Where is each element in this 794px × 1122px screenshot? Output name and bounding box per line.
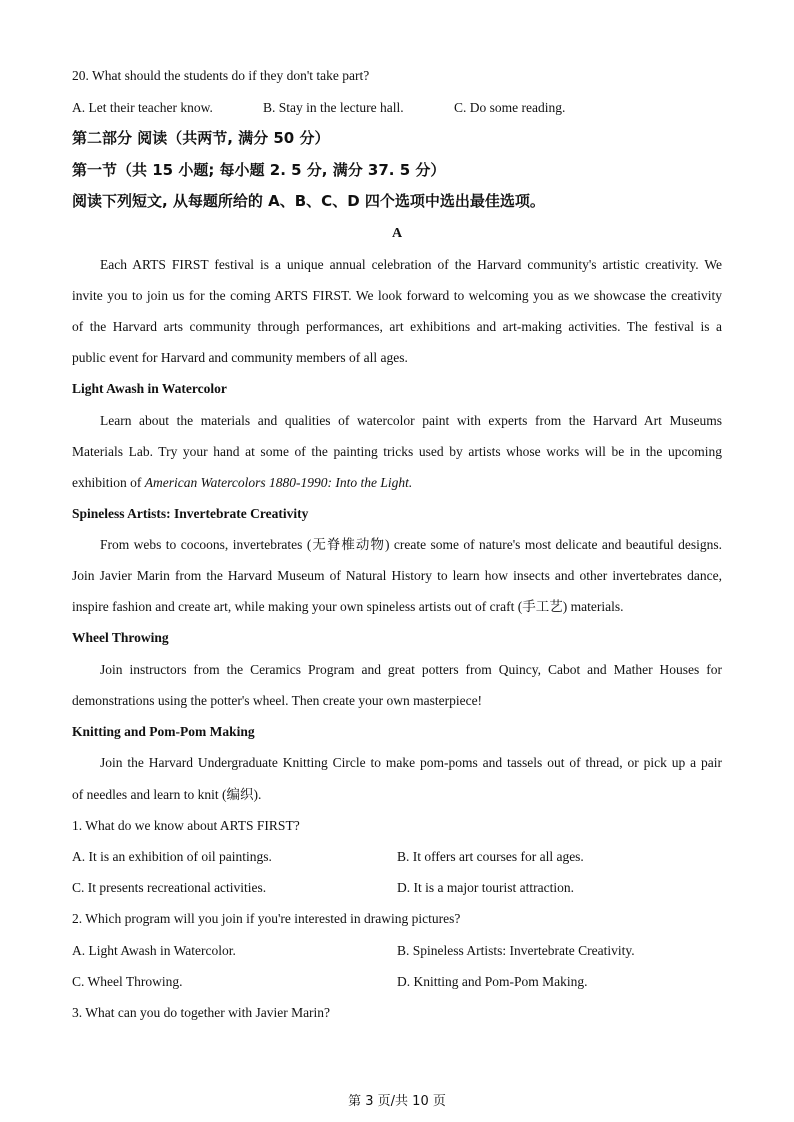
question-2-option-a: A. Light Awash in Watercolor. bbox=[72, 943, 236, 958]
watercolor-line-1: Learn about the materials and qualities of watercolor paint with experts from the Harvard Art Museums bbox=[100, 413, 722, 428]
passage-label: A bbox=[391, 226, 403, 241]
watercolor-line-3 bbox=[72, 475, 722, 491]
question-3-stem: 3. What can you do together with Javier Marin? bbox=[72, 1005, 331, 1020]
question-1-option-d: D. It is a major tourist attraction. bbox=[397, 880, 574, 895]
question-1-option-a: A. It is an exhibition of oil paintings. bbox=[72, 849, 272, 864]
question-2-option-b: B. Spineless Artists: Invertebrate Creativity. bbox=[397, 943, 635, 958]
watercolor-line-2: Materials Lab. Try your hand at some of the painting tricks used by artists whose works will be in the upcoming bbox=[72, 444, 722, 459]
page-footer: 第 3 页/共 10 页 bbox=[348, 1094, 446, 1109]
question-1-option-b: B. It offers art courses for all ages. bbox=[397, 849, 584, 864]
spineless-line-2: Join Javier Marin from the Harvard Museum of Natural History to learn how insects and other invertebrates dance, bbox=[72, 568, 722, 583]
knitting-line-2: of needles and learn to knit (编织). bbox=[72, 787, 262, 802]
intro-line-2: invite you to join us for the coming ARTS FIRST. We look forward to welcoming you as we showcase the creativity bbox=[72, 288, 722, 303]
question-2-option-c: C. Wheel Throwing. bbox=[72, 974, 183, 989]
watercolor-title: Light Awash in Watercolor bbox=[72, 381, 227, 396]
knitting-line-1: Join the Harvard Undergraduate Knitting Circle to make pom-poms and tassels out of thread, or pick up a pair bbox=[100, 755, 722, 770]
question-2-stem: 2. Which program will you join if you're interested in drawing pictures? bbox=[72, 911, 461, 926]
question-1-option-c: C. It presents recreational activities. bbox=[72, 880, 267, 895]
question-1-stem: 1. What do we know about ARTS FIRST? bbox=[72, 818, 300, 833]
intro-line-3: of the Harvard arts community through performances, art exhibitions and art-making activities. The festival is a bbox=[72, 319, 722, 334]
spineless-line-3: inspire fashion and create art, while making your own spineless artists out of craft (手工艺) materials. bbox=[72, 599, 624, 614]
watercolor-line-3-prefix: exhibition of bbox=[72, 475, 145, 490]
wheel-line-2: demonstrations using the potter's wheel. Then create your own masterpiece! bbox=[72, 693, 483, 708]
spineless-title: Spineless Artists: Invertebrate Creativity bbox=[72, 506, 309, 521]
question-2-option-d: D. Knitting and Pom-Pom Making. bbox=[397, 974, 588, 989]
reading-instruction: 阅读下列短文, 从每题所给的 A、B、C、D 四个选项中选出最佳选项。 bbox=[72, 192, 545, 210]
exhibition-title: American Watercolors 1880-1990: Into the Light. bbox=[144, 475, 413, 490]
knitting-title: Knitting and Pom-Pom Making bbox=[72, 724, 255, 739]
wheel-line-1: Join instructors from the Ceramics Program and great potters from Quincy, Cabot and Mather Houses for bbox=[100, 662, 722, 677]
intro-line-1: Each ARTS FIRST festival is a unique annual celebration of the Harvard community's artistic creativity. We bbox=[100, 257, 722, 272]
question-20-option-c: C. Do some reading. bbox=[454, 100, 566, 115]
question-20-stem: 20. What should the students do if they don't take part? bbox=[72, 68, 370, 83]
spineless-line-1: From webs to cocoons, invertebrates (无脊椎动物) create some of nature's most delicate and beautiful designs. bbox=[100, 537, 722, 552]
intro-line-4: public event for Harvard and community members of all ages. bbox=[72, 350, 408, 365]
section-1-heading: 第一节（共 15 小题; 每小题 2. 5 分, 满分 37. 5 分） bbox=[72, 161, 446, 179]
question-20-option-a: A. Let their teacher know. bbox=[72, 100, 213, 115]
wheel-title: Wheel Throwing bbox=[72, 630, 169, 645]
question-20-option-b: B. Stay in the lecture hall. bbox=[263, 100, 404, 115]
part-2-heading: 第二部分 阅读（共两节, 满分 50 分） bbox=[72, 129, 330, 147]
